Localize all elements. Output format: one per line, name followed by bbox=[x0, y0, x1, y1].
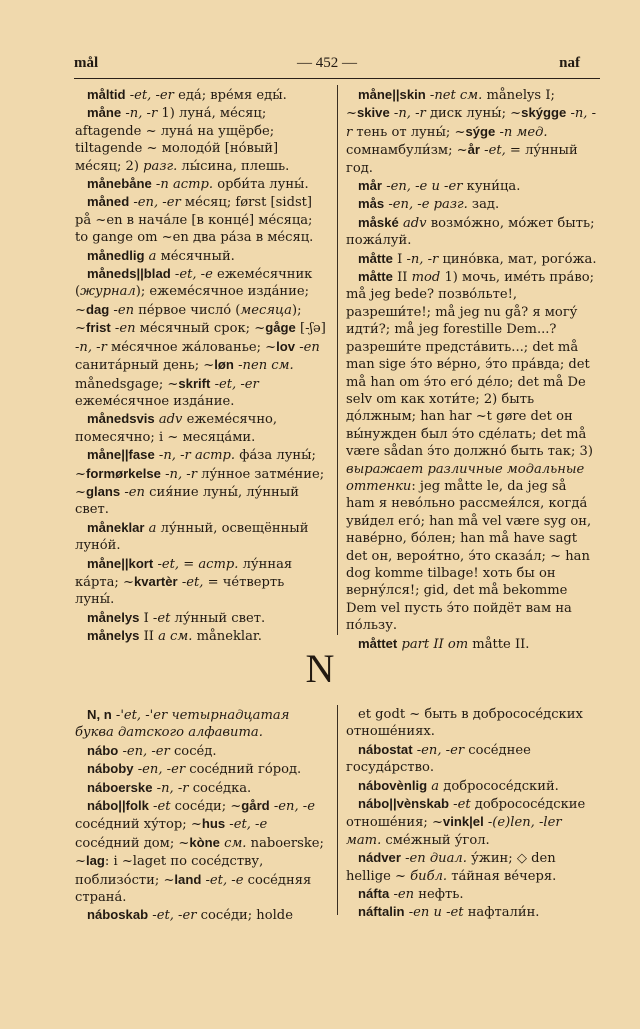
headword: náboerske bbox=[87, 779, 153, 795]
headword: mår bbox=[358, 178, 383, 194]
dictionary-entry bbox=[75, 193, 327, 246]
definition-text: 1) мочь, име́ть пра́во; må jeg bede? позво́льте!, разреши́те!; må jeg nu gå? я могу́ идти́?; må jeg forestille Dem...? разреши́те предста́вить...; det må man sige э́то ве́рно, э́то пра́вда; det må han om э́то его́ де́ло; det må De selv om как хоти́те; 2) быть до́лжным; han har ~t gøre det он вы́нужден был э́то сде́лать; det må være sådan э́то должно́ быть так; 3) bbox=[346, 270, 595, 460]
dictionary-entry bbox=[346, 195, 598, 213]
dictionary-entry bbox=[346, 214, 598, 250]
definition-text: фа́за луны́; ~ bbox=[75, 448, 316, 482]
grammar-note: -et bbox=[148, 799, 171, 815]
definition-text: måtte II. bbox=[468, 636, 530, 652]
headword: land bbox=[174, 871, 202, 887]
grammar-note: a см. bbox=[158, 629, 193, 645]
definition-text: сме́жный у́гол. bbox=[381, 832, 490, 848]
definition-text: лу́нный свет. bbox=[170, 610, 266, 626]
grammar-note: -et, = bbox=[480, 143, 521, 159]
definition-text: санита́рный день; ~ bbox=[75, 358, 215, 374]
headword: nábostat bbox=[358, 741, 413, 757]
grammar-note: -et, -er bbox=[210, 376, 259, 392]
grammar-note: mod bbox=[411, 270, 441, 286]
definition-text: орби́та луны́. bbox=[213, 177, 309, 193]
grammar-note: -en и -et bbox=[404, 905, 464, 921]
dictionary-entry bbox=[75, 519, 327, 555]
grammar-note: -et, -er bbox=[125, 88, 174, 103]
grammar-note: a bbox=[144, 520, 157, 536]
definition-text: нафтали́н. bbox=[463, 905, 540, 921]
definition-text: ); ~ bbox=[75, 302, 302, 337]
grammar-note: -en, -e разг. bbox=[384, 197, 468, 213]
header-guide-word-left: mål bbox=[74, 55, 99, 71]
dictionary-entry bbox=[346, 86, 598, 177]
page-number: — 452 — bbox=[297, 55, 357, 71]
definition-text: ежеме́сячник ( bbox=[75, 267, 313, 300]
definition-text: : jeg måtte le, da jeg så ham я нево́льно рассмея́лся, когда́ уви́дел его́; han må vel være syg он, наве́рно, бо́лен; han må have sagt det он, вероя́тно, э́то сказа́л; ~ han dog komme tilbage! хоть бы он верну́лся!; gid, det må bekomme Dem vel пусть э́то пойдёт вам на по́льзу. bbox=[346, 478, 592, 634]
definition-text: сосе́д. bbox=[169, 743, 217, 759]
definition-text: månedsgage; ~ bbox=[75, 376, 179, 392]
definition-text: лы́сина, плешь. bbox=[177, 158, 290, 174]
grammar-note: -en, -e bbox=[269, 799, 315, 815]
headword: måned bbox=[87, 194, 130, 210]
grammar-note: -et bbox=[449, 797, 471, 813]
dictionary-entry bbox=[346, 741, 598, 777]
grammar-note: -en bbox=[109, 302, 135, 318]
dictionary-entry bbox=[75, 906, 327, 924]
dictionary-entry bbox=[75, 175, 327, 193]
headword: måne||skin bbox=[358, 87, 426, 102]
dictionary-entry bbox=[75, 265, 327, 410]
grammar-note: -en диал. bbox=[400, 851, 467, 867]
definition-text: [-ʃə] bbox=[295, 321, 326, 337]
headword: nábovènlig bbox=[358, 777, 428, 793]
headword: náboskab bbox=[87, 907, 149, 923]
grammar-note: -n, -r bbox=[160, 466, 197, 482]
grammar-note: -et, -er bbox=[148, 908, 197, 924]
definition-text: лу́нный год. bbox=[346, 143, 578, 176]
grammar-note: -et, = астр. bbox=[153, 556, 239, 572]
definition-text: че́тверть луны́. bbox=[75, 574, 285, 608]
headword: måneklar bbox=[87, 519, 145, 535]
definition-text: II bbox=[139, 629, 159, 645]
headword: månedsvis bbox=[87, 411, 155, 427]
headword: nábo||folk bbox=[87, 798, 149, 814]
headword: náboby bbox=[87, 761, 134, 777]
grammar-note: -n, -r bbox=[406, 251, 439, 267]
headword: lag bbox=[85, 853, 105, 869]
definition-text: : i ~laget по сосе́дству, поблизо́сти; ~ bbox=[75, 854, 264, 888]
dictionary-entry bbox=[346, 268, 598, 635]
headword: måtte bbox=[358, 250, 393, 266]
definition-text: у́жин; ◇ den hellige ~ bbox=[346, 851, 556, 884]
grammar-note: adv bbox=[154, 412, 183, 428]
grammar-note: разг. bbox=[143, 158, 178, 174]
grammar-note: -et, -e bbox=[170, 267, 213, 283]
dictionary-entry bbox=[75, 446, 327, 519]
headword: månelys bbox=[87, 609, 140, 625]
definition-text: ме́сячное жа́лованье; ~ bbox=[106, 339, 277, 355]
grammar-note: a bbox=[144, 248, 157, 264]
headword: nábo bbox=[87, 742, 119, 758]
bottom-left-column bbox=[75, 706, 327, 925]
definition-text: I bbox=[392, 251, 407, 267]
headword: måské bbox=[358, 214, 399, 230]
definition-text: возмо́жно, мо́жет быть; пожа́луй. bbox=[346, 215, 595, 249]
headword: måtte bbox=[358, 269, 393, 285]
grammar-note: -n мед. bbox=[495, 124, 548, 140]
dictionary-entry bbox=[75, 104, 327, 175]
headword: dag bbox=[85, 301, 110, 317]
definition-text: сомнамбули́зм; ~ bbox=[346, 143, 468, 159]
grammar-note: -en, -er bbox=[118, 743, 170, 759]
headword: månebåne bbox=[87, 176, 152, 192]
headword: nádver bbox=[358, 850, 401, 866]
dictionary-entry bbox=[75, 779, 327, 797]
headword: nábo||vènskab bbox=[358, 796, 450, 812]
definition-text: naboerske; ~ bbox=[75, 835, 324, 870]
definition-text: нефть. bbox=[414, 887, 464, 903]
headword: skive bbox=[356, 105, 390, 121]
headword: náfta bbox=[358, 886, 390, 902]
dictionary-entry bbox=[75, 627, 327, 645]
grammar-note: -en, -er bbox=[133, 762, 186, 778]
grammar-note: -n, -r bbox=[346, 106, 597, 140]
top-left-column bbox=[75, 86, 327, 646]
dictionary-entry bbox=[75, 760, 327, 778]
dictionary-entry bbox=[346, 250, 598, 268]
grammar-note: -en, -er bbox=[129, 195, 181, 211]
dictionary-entry bbox=[75, 609, 327, 627]
definition-text: сосе́ди; ~ bbox=[170, 799, 242, 815]
dictionary-entry bbox=[75, 797, 327, 906]
definition-text: II bbox=[392, 270, 412, 286]
running-header bbox=[74, 55, 580, 75]
definition-text: лу́нный, освещённый луно́й. bbox=[75, 520, 309, 554]
dictionary-entry bbox=[75, 706, 327, 742]
grammar-note: -et, -e bbox=[201, 872, 244, 888]
definition-text: et godt ~ быть в добрососе́дских отноше́ниях. bbox=[346, 707, 583, 740]
dictionary-entry bbox=[75, 247, 327, 265]
grammar-note: -nen см. bbox=[233, 358, 294, 374]
top-right-column bbox=[346, 86, 598, 653]
definition-text: лу́нная ка́рта; ~ bbox=[75, 556, 293, 590]
grammar-note: месяца bbox=[240, 302, 292, 318]
headword: løn bbox=[214, 357, 234, 373]
grammar-note: см. bbox=[219, 835, 247, 851]
headword: år bbox=[467, 142, 481, 158]
header-guide-word-right: naf bbox=[559, 55, 580, 71]
bottom-right-column bbox=[346, 706, 598, 922]
headword: gård bbox=[241, 798, 270, 814]
grammar-note: -'et, -'er четырнадцатая буква датского алфавита. bbox=[75, 708, 290, 741]
headword: måne||fase bbox=[87, 447, 155, 463]
headword: formørkelse bbox=[85, 465, 161, 481]
header-rule bbox=[74, 78, 600, 79]
grammar-note: -n, -r bbox=[152, 780, 189, 796]
grammar-note: -et, -e bbox=[225, 817, 268, 833]
definition-text: ежеме́сячное изда́ние. bbox=[75, 393, 235, 409]
section-letter: N bbox=[305, 646, 335, 691]
grammar-note: part II om bbox=[397, 636, 469, 652]
dictionary-entry bbox=[346, 903, 598, 921]
grammar-note: -net см. bbox=[425, 88, 483, 103]
definition-text: еда́; вре́мя еды́. bbox=[173, 88, 287, 103]
headword: skrift bbox=[178, 375, 211, 391]
headword: måne||kort bbox=[87, 555, 154, 571]
grammar-note: -en, -e и -er bbox=[382, 179, 463, 195]
definition-text: добрососе́дские отноше́ния; ~ bbox=[346, 797, 586, 831]
definition-text: måneklar. bbox=[192, 629, 262, 645]
definition-text: сия́ние луны́, лу́нный свет. bbox=[75, 484, 299, 518]
dictionary-entry bbox=[346, 706, 598, 741]
dictionary-entry bbox=[75, 410, 327, 446]
headword: mås bbox=[358, 196, 385, 212]
headword: skýgge bbox=[521, 105, 567, 121]
grammar-note: -n, -r bbox=[75, 339, 107, 355]
definition-text: ме́сячный срок; ~ bbox=[135, 321, 266, 337]
headword: náftalin bbox=[358, 904, 405, 920]
grammar-note: -n, -r bbox=[121, 106, 158, 122]
definition-text: ме́сяц; først [sidst] på ~en в нача́ле [в конце́] ме́сяца; to gange om ~en два ра́за в ме́сяц. bbox=[75, 195, 314, 246]
grammar-note: -en bbox=[120, 484, 145, 500]
definition-text: сосе́дний ху́тор; ~ bbox=[75, 817, 202, 833]
headword: måttet bbox=[358, 635, 398, 651]
headword: månelys bbox=[87, 628, 140, 644]
definition-text: пе́рвое число́ ( bbox=[134, 302, 241, 318]
definition-text: та́йная ве́черя. bbox=[447, 868, 557, 884]
headword: lov bbox=[276, 338, 296, 354]
definition-text: сосе́дний го́род. bbox=[185, 762, 302, 778]
definition-text: цино́вка, мат, рого́жа. bbox=[438, 251, 597, 267]
grammar-note: -et, = bbox=[177, 574, 219, 590]
dictionary-entry bbox=[75, 86, 327, 104]
definition-text: сосе́дний дом; ~ bbox=[75, 835, 190, 851]
dictionary-entry bbox=[346, 177, 598, 195]
definition-text: ме́сячный. bbox=[156, 248, 235, 264]
grammar-note: adv bbox=[398, 215, 427, 231]
grammar-note: -en bbox=[389, 887, 415, 903]
dictionary-entry bbox=[346, 795, 598, 849]
definition-text: ежеме́сячно, помесячно; i ~ месяца́ми. bbox=[75, 412, 278, 445]
grammar-note: -n, -r астр. bbox=[154, 448, 236, 464]
definition-text: куни́ца. bbox=[462, 179, 521, 195]
grammar-note: -et bbox=[152, 610, 171, 626]
definition-text: månelys I; ~ bbox=[346, 88, 555, 122]
definition-text: сосе́днее госуда́рство. bbox=[346, 742, 531, 776]
headword: gåge bbox=[265, 320, 296, 336]
headword: N, n bbox=[87, 707, 112, 722]
column-divider-bottom bbox=[337, 705, 338, 915]
headword: måne bbox=[87, 105, 122, 121]
grammar-note: -en bbox=[295, 339, 320, 355]
definition-text: сосе́дка. bbox=[188, 780, 252, 796]
grammar-note: журнал bbox=[80, 284, 136, 300]
definition-text: тень от луны́; ~ bbox=[352, 124, 466, 140]
dictionary-entry bbox=[75, 555, 327, 609]
headword: måneds||blad bbox=[87, 266, 171, 282]
grammar-note: a bbox=[427, 778, 440, 794]
grammar-note: библ. bbox=[410, 868, 448, 884]
headword: kòne bbox=[189, 834, 220, 850]
definition-text: лу́нное затме́ние; ~ bbox=[75, 466, 325, 500]
dictionary-entry bbox=[346, 849, 598, 885]
definition-text: 1) луна́, ме́сяц; aftagende ~ луна́ на ущёрбе; tiltagende ~ молодо́й [но́вый] ме́сяц; 2) bbox=[75, 106, 279, 174]
headword: kvartèr bbox=[133, 573, 178, 589]
definition-text: зад. bbox=[467, 197, 500, 213]
grammar-note: -n астр. bbox=[151, 177, 214, 193]
definition-text: диск луны́; ~ bbox=[425, 106, 522, 122]
grammar-note: -en, -er bbox=[412, 742, 465, 758]
definition-text: I bbox=[139, 610, 153, 626]
headword: frist bbox=[85, 320, 111, 336]
grammar-note: выражает различные модальные оттенки bbox=[346, 461, 585, 494]
dictionary-entry bbox=[75, 742, 327, 760]
headword: månedlig bbox=[87, 247, 145, 263]
headword: glans bbox=[85, 483, 121, 499]
headword: sýge bbox=[465, 123, 496, 139]
headword: måltid bbox=[87, 87, 126, 102]
dictionary-entry bbox=[346, 777, 598, 795]
definition-text: добрососе́дский. bbox=[439, 778, 559, 794]
dictionary-entry bbox=[346, 885, 598, 903]
grammar-note: -(e)len, -ler мат. bbox=[346, 815, 562, 848]
definition-text: сосе́дняя страна́. bbox=[75, 872, 312, 906]
definition-text: ); ежеме́сячное изда́ние; ~ bbox=[75, 284, 310, 318]
grammar-note: -n, -r bbox=[389, 106, 426, 122]
grammar-note: -en bbox=[110, 321, 136, 337]
definition-text: сосе́ди; holde bbox=[196, 908, 293, 924]
headword: hus bbox=[201, 816, 226, 832]
headword: vink|el bbox=[442, 814, 484, 830]
column-divider-top bbox=[337, 85, 338, 635]
